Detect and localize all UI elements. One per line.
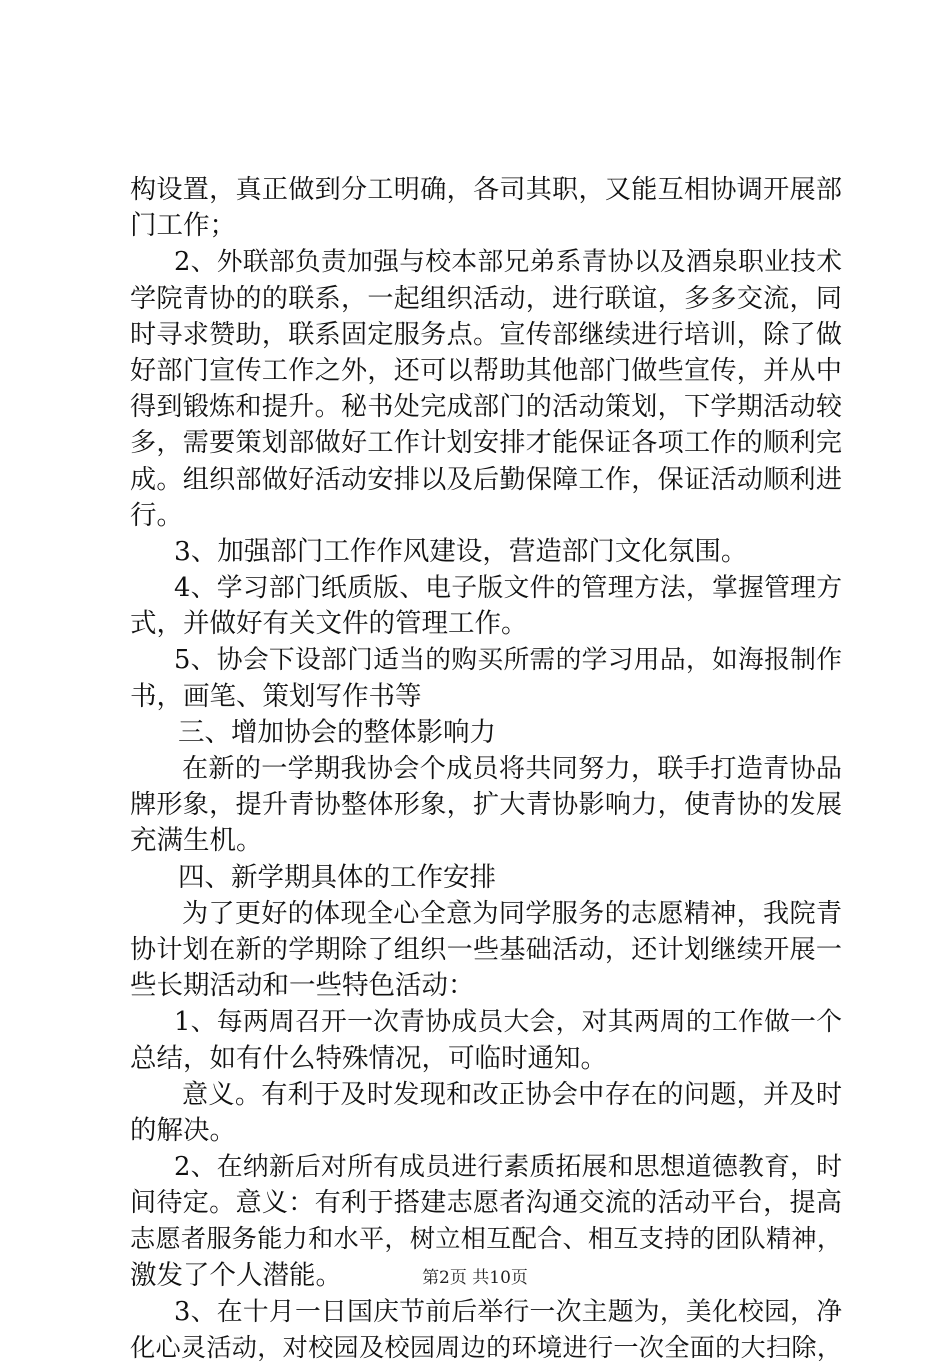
text-line: 门工作； [130,210,236,242]
text-line: 2、外联部负责加强与校本部兄弟系青协以及酒泉职业技术 [174,247,842,278]
text-line: 3、在十月一日国庆节前后举行一次主题为，美化校园，净 [174,1296,842,1327]
text-line: 1、每两周召开一次青协成员大会，对其两周的工作做一个 [174,1007,842,1038]
text-line: 牌形象，提升青协整体形象，扩大青协影响力，使青协的发展 [130,790,842,821]
text-line: 些长期活动和一些特色活动： [130,970,475,1002]
text-line: 总结，如有什么特殊情况，可临时通知。 [130,1042,607,1074]
text-line: 学院青协的的联系，一起组织活动，进行联谊，多多交流，同 [130,283,842,314]
text-line: 为了更好的体现全心全意为同学服务的志愿精神，我院青 [182,898,842,929]
text-line: 书，画笔、策划写作书等 [130,680,422,712]
text-line: 行。 [130,499,183,531]
text-line: 协计划在新的学期除了组织一些基础活动，还计划继续开展一 [130,934,842,965]
text-line: 三、增加协会的整体影响力 [178,716,496,748]
text-line: 3、加强部门工作作风建设，营造部门文化氛围。 [174,535,748,567]
text-line: 成。组织部做好活动安排以及后勤保障工作，保证活动顺利进 [130,464,842,495]
text-line: 激发了个人潜能。 [130,1259,342,1291]
text-line: 的解决。 [130,1114,236,1146]
text-line: 四、新学期具体的工作安排 [178,861,496,893]
text-line: 间待定。意义：有利于搭建志愿者沟通交流的活动平台，提高 [130,1188,842,1219]
text-line: 时寻求赞助，联系固定服务点。宣传部继续进行培训，除了做 [130,319,842,350]
page-footer: 第2页 共10页 [422,1268,528,1288]
text-line: 志愿者服务能力和水平，树立相互配合、相互支持的团队精神， [130,1224,842,1254]
text-line: 构设置，真正做到分工明确，各司其职，又能互相协调开展部 [130,175,842,205]
text-line: 好部门宣传工作之外，还可以帮助其他部门做些宣传，并从中 [130,355,842,386]
text-line: 4、学习部门纸质版、电子版文件的管理方法，掌握管理方 [174,573,842,604]
text-line: 化心灵活动，对校园及校园周边的环境进行一次全面的大扫除， [130,1333,842,1362]
text-line: 5、协会下设部门适当的购买所需的学习用品，如海报制作 [174,645,842,676]
text-line: 在新的一学期我协会个成员将共同努力，联手打造青协品 [182,754,842,784]
text-line: 得到锻炼和提升。秘书处完成部门的活动策划，下学期活动较 [130,392,842,423]
text-line: 式，并做好有关文件的管理工作。 [130,608,528,640]
text-line: 多，需要策划部做好工作计划安排才能保证各项工作的顺利完 [130,428,842,459]
document-body [130,172,842,1366]
text-line: 2、在纳新后对所有成员进行素质拓展和思想道德教育，时 [174,1152,842,1183]
text-line: 充满生机。 [130,825,263,857]
text-line: 意义。有利于及时发现和改正协会中存在的问题，并及时 [182,1079,842,1110]
